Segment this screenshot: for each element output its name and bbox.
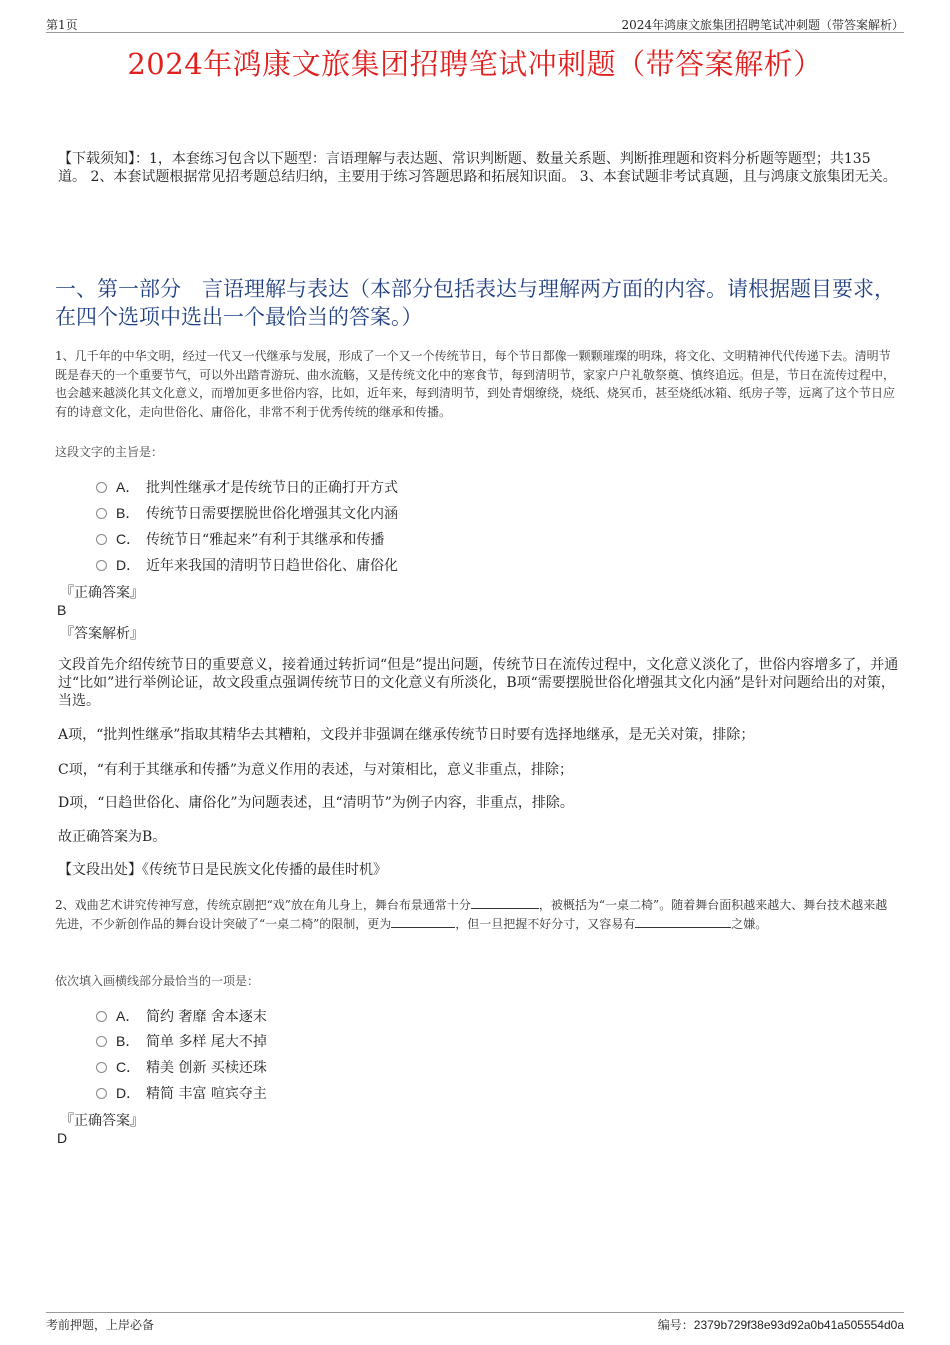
analysis-paragraph: 故正确答案为B。: [58, 829, 167, 845]
question-1-option-c[interactable]: C． 传统节日“雅起来”有利于其继承和传播: [96, 529, 384, 549]
fill-blank-1: [471, 896, 539, 909]
radio-icon[interactable]: [96, 534, 107, 545]
footer-slogan: 考前押题，上岸必备: [46, 1318, 155, 1332]
page-footer: [46, 1312, 904, 1333]
fill-blank-3: [635, 915, 731, 928]
question-2-answer-label: 『正确答案』: [60, 1113, 144, 1129]
question-2-option-b[interactable]: B． 简单 多样 尾大不掉: [96, 1031, 267, 1051]
document-id: 编号：2379b729f38e93d92a0b41a505554d0a: [657, 1318, 904, 1332]
page-number: 第1页: [46, 18, 78, 32]
question-2-prompt: 依次填入画横线部分最恰当的一项是：: [55, 974, 260, 988]
section-heading: 一、第一部分 言语理解与表达（本部分包括表达与理解两方面的内容。请根据题目要求，在四个选项中选出一个最恰当的答案。）: [55, 277, 895, 329]
question-1-answer: B: [57, 602, 67, 618]
radio-icon[interactable]: [96, 1036, 107, 1047]
question-2-option-d[interactable]: D． 精简 丰富 喧宾夺主: [96, 1083, 267, 1103]
question-1-option-a[interactable]: A． 批判性继承才是传统节日的正确打开方式: [96, 477, 398, 497]
question-1-prompt: 这段文字的主旨是：: [55, 445, 164, 459]
question-2-stem: 2、戏曲艺术讲究传神写意，传统京剧把“戏”放在角儿身上，舞台布景通常十分 ，被概括为“一桌二椅”。随着舞台面积越来越大、舞台技术越来越先进，不少新创作品的舞台设计突破了“一桌二椅”的限制，更为 ，但一旦把握不好分寸，又容易有 之嫌。: [55, 898, 888, 931]
question-2-answer: D: [57, 1130, 68, 1146]
header-doc-title: 2024年鸿康文旅集团招聘笔试冲刺题（带答案解析）: [621, 18, 904, 32]
radio-icon[interactable]: [96, 1011, 107, 1022]
question-2-option-c[interactable]: C． 精美 创新 买椟还珠: [96, 1057, 267, 1077]
question-1-option-d[interactable]: D． 近年来我国的清明节日趋世俗化、庸俗化: [96, 555, 398, 575]
question-1-answer-label: 『正确答案』: [60, 585, 144, 601]
question-1-stem: 1、几千年的中华文明，经过一代又一代继承与发展，形成了一个又一个传统节日，每个节日都像一颗颗璀璨的明珠，将文化、文明精神代代传递下去。清明节既是春天的一个重要节气，可以外出踏青游玩、曲水流觞，又是传统文化中的寒食节，每到清明节，家家户户礼敬祭奠、慎终追远。但是，节日在流传过程中，也会越来越淡化其文化意义，而增加更多世俗内容，比如，近年来，每到清明节，到处青烟缭绕，烧纸、烧冥币，甚至烧纸冰箱、纸房子等，远离了这个节日应有的诗意文化，走向世俗化、庸俗化，非常不利于优秀传统的继承和传播。: [55, 349, 896, 419]
radio-icon[interactable]: [96, 1088, 107, 1099]
radio-icon[interactable]: [96, 560, 107, 571]
download-notice: 【下载须知】：1，本套练习包含以下题型：言语理解与表达题、常识判断题、数量关系题、判断推理题和资料分析题等题型；共135道。 2、本套试题根据常见招考题总结归纳，主要用于练习答题思路和拓展知识面。 3、本套试题非考试真题，且与鸿康文旅集团无关。: [58, 151, 897, 185]
page-header: [46, 14, 904, 33]
analysis-paragraph: C项，“有利于其继承和传播”为意义作用的表述，与对策相比，意义非重点，排除；: [58, 762, 574, 778]
radio-icon[interactable]: [96, 482, 107, 493]
document-title: 2024年鸿康文旅集团招聘笔试冲刺题（带答案解析）: [127, 47, 823, 81]
analysis-paragraph: 文段首先介绍传统节日的重要意义，接着通过转折词“但是”提出问题，传统节日在流传过程中，文化意义淡化了，世俗内容增多了，并通过“比如”进行举例论证，故文段重点强调传统节日的文化意义有所淡化，B项“需要摆脱世俗化增强其文化内涵”是针对问题给出的对策，当选。: [58, 657, 899, 709]
radio-icon[interactable]: [96, 508, 107, 519]
fill-blank-2: [391, 915, 455, 928]
analysis-paragraph: D项，“日趋世俗化、庸俗化”为问题表述，且“清明节”为例子内容，非重点，排除。: [58, 795, 574, 811]
radio-icon[interactable]: [96, 1062, 107, 1073]
question-1-option-b[interactable]: B． 传统节日需要摆脱世俗化增强其文化内涵: [96, 503, 398, 523]
question-2-option-a[interactable]: A． 简约 奢靡 舍本逐末: [96, 1006, 267, 1026]
passage-source: 【文段出处】《传统节日是民族文化传播的最佳时机》: [58, 862, 387, 878]
question-1-analysis-label: 『答案解析』: [60, 626, 144, 642]
analysis-paragraph: A项，“批判性继承”指取其精华去其糟粕，文段并非强调在继承传统节日时要有选择地继承，是无关对策，排除；: [58, 727, 755, 743]
